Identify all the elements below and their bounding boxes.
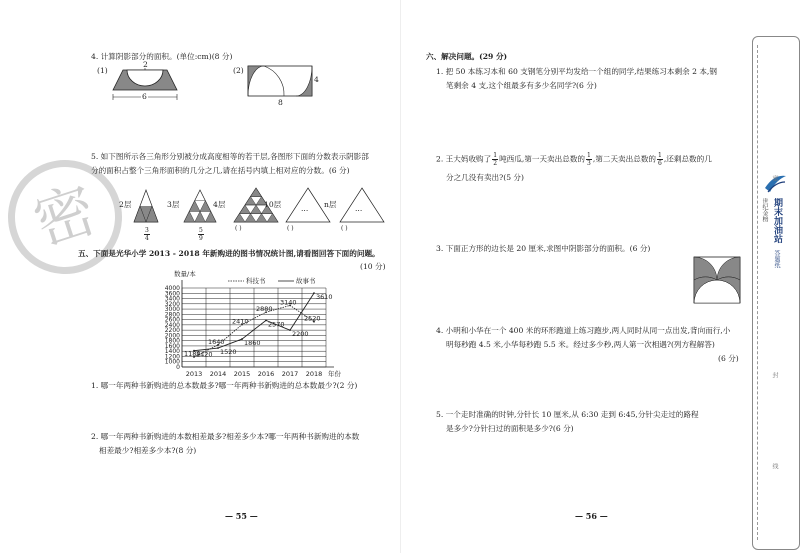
r-q2-line2: 分之几没有卖出?(5 分) — [446, 173, 524, 182]
y-tick-label: 2800 — [164, 311, 180, 319]
x-tick-label: 2014 — [209, 370, 227, 378]
r-q4-line2: 明每秒跑 4.5 米,小华每秒跑 5.5 米。经过多少秒,两人第一次相遇?(列方程解答) — [446, 340, 715, 349]
x-tick-label: 2013 — [185, 370, 203, 378]
y-tick-label: 3000 — [164, 306, 180, 314]
layer-label-4: 4层 — [213, 200, 226, 209]
sidebar-mark-3: 线 — [771, 463, 778, 469]
section5-title: 五、下面是光华小学 2013 - 2018 年新购进的图书情况统计图,请看图回答下面的问题。 — [78, 249, 380, 258]
q5-line2: 分的面积占整个三角形面积的几分之几,请在括号内填上相对应的分数。(6 分) — [91, 166, 350, 175]
q4-figure-2 — [244, 62, 324, 104]
sidebar-title: 期末加油站 — [772, 198, 782, 243]
triangle-2-layers — [134, 190, 158, 222]
y-axis-title: 数量/本 — [174, 270, 196, 278]
y-tick-label: 3400 — [164, 295, 180, 303]
section5-points: (10 分) — [360, 262, 386, 271]
y-tick-label: 4000 — [164, 285, 180, 292]
q4-title: 4. 计算阴影部分的面积。(单位:cm)(8 分) — [91, 52, 233, 61]
q4-dim-bottom: 6 — [142, 92, 147, 101]
sidebar-subtitle: 答题纸 — [773, 250, 780, 268]
data-point — [313, 292, 315, 294]
q5-line1: 5. 如下图所示各三角形分别被分成高度相等的若干层,各图形下面的分数表示阴影部 — [91, 152, 369, 161]
data-label: 1180 — [184, 349, 201, 358]
data-label: 2880 — [256, 305, 273, 314]
y-tick-label: 1400 — [164, 348, 180, 356]
data-point — [241, 338, 243, 340]
q1-text: 1. 哪一年两种书新购进的总本数最多?哪一年两种书新购进的总本数最少?(2 分) — [91, 381, 358, 390]
seal-watermark: 密 — [0, 145, 137, 289]
sidebar-brand: 世纪金榜 — [761, 198, 768, 222]
y-tick-label: 2000 — [164, 332, 180, 340]
page-number-56: — 56 — — [575, 511, 608, 521]
x-tick-label: 2018 — [305, 370, 323, 378]
blank-n-layers[interactable]: ( ) — [341, 225, 348, 232]
triangle-3-layers — [184, 190, 216, 222]
dots-n: ... — [355, 204, 363, 213]
q4-dim-right: 4 — [314, 75, 319, 84]
data-label: 1520 — [220, 348, 237, 357]
data-point — [265, 319, 267, 321]
section6-title: 六、解决问题。(29 分) — [426, 52, 508, 61]
r-q3-square-figure — [693, 256, 741, 304]
brand-logo-icon — [762, 170, 788, 196]
blank-4-layers[interactable]: ( ) — [235, 225, 242, 232]
x-tick-label: 2016 — [257, 370, 275, 378]
data-label: 2570 — [268, 320, 285, 329]
page-fold — [400, 0, 401, 553]
r-q5-line2: 是多少?分针扫过的面积是多少?(6 分) — [446, 424, 574, 433]
y-tick-label: 1000 — [164, 358, 180, 366]
page-number-55: — 55 — — [225, 511, 258, 521]
y-tick-label: 2600 — [164, 316, 180, 324]
q2-text-line2: 相差最少?相差多少本?(8 分) — [99, 446, 197, 455]
layer-label-2: 2层 — [119, 200, 132, 209]
blank-10-layers[interactable]: ( ) — [287, 225, 294, 232]
y-tick-label: 1600 — [164, 342, 180, 350]
dots-10: ... — [301, 204, 309, 213]
r-q1-line2: 笔剩余 4 支,这个组最多有多少名同学?(6 分) — [446, 81, 597, 90]
y-tick-label: 1800 — [164, 337, 180, 345]
r-q5-line1: 5. 一个走时准确的时钟,分针长 10 厘米,从 6:30 走到 6:45,分针尖走过的路程 — [436, 410, 699, 419]
r-q4-line1: 4. 小明和小华在一个 400 米的环形跑道上练习跑步,两人同时从同一点出发,背向而行,小 — [436, 326, 731, 335]
q4-part1-label: (1) — [97, 66, 108, 75]
book-purchase-chart — [148, 264, 363, 380]
data-label: 3610 — [316, 293, 333, 302]
legend-label-gushi: 故事书 — [296, 277, 316, 285]
answer-sidebar — [752, 36, 800, 550]
data-label: 3140 — [280, 298, 297, 307]
sidebar-mark-1: 密 — [771, 175, 778, 181]
layer-label-10: 10层 — [264, 200, 282, 209]
x-tick-label: 2017 — [281, 370, 299, 378]
y-tick-label: 1200 — [164, 353, 180, 361]
data-label: 1420 — [196, 350, 213, 359]
sidebar-mark-2: 封 — [771, 372, 778, 378]
layer-label-n: n层 — [324, 200, 337, 209]
legend-label-keji: 科技书 — [246, 277, 266, 285]
data-label: 1640 — [208, 337, 225, 346]
data-label: 2520 — [304, 314, 321, 323]
q2-text-line1: 2. 哪一年两种书新购进的本数相差最多?相差多少本?哪一年两种书新购进的本数 — [91, 432, 360, 441]
y-tick-label: 2200 — [164, 327, 180, 335]
x-axis-title: 年份 — [328, 370, 341, 378]
r-q4-points: (6 分) — [718, 354, 739, 363]
sidebar-dashed-line — [757, 45, 758, 540]
data-label: 1860 — [244, 339, 261, 348]
q4-dim-top: 2 — [143, 60, 148, 69]
q4-part2-label: (2) — [233, 66, 244, 75]
q4-dim-bottom2: 8 — [278, 98, 283, 107]
data-point — [289, 329, 291, 331]
y-tick-label: 2400 — [164, 321, 180, 329]
fraction-3-4: $\frac{3}{4}$ — [145, 227, 149, 242]
r-q3-text: 3. 下面正方形的边长是 20 厘米,求图中阴影部分的面积。(6 分) — [436, 244, 651, 253]
data-label: 2200 — [292, 330, 309, 339]
y-tick-label: 0 — [176, 364, 180, 371]
x-tick-label: 2015 — [233, 370, 251, 378]
q4-figure-1 — [105, 60, 195, 106]
data-point — [217, 347, 219, 349]
q5-triangles — [90, 185, 395, 227]
y-tick-label: 3200 — [164, 300, 180, 308]
y-tick-label: 3600 — [164, 290, 180, 298]
r-q2-line1: 2. 王大妈收购了 $\frac{1}{2}$ 吨西瓜,第一天卖出总数的 $\frac{1}{3}$ ,第二天卖出总数的 $\frac{1}{6}$ ,还剩总数的几 — [436, 152, 712, 167]
fraction-5-9: $\frac{5}{9}$ — [199, 227, 203, 242]
data-label: 2410 — [232, 317, 249, 326]
layer-label-3: 3层 — [167, 200, 180, 209]
r-q1-line1: 1. 把 50 本练习本和 60 支钢笔分别平均发给一个组的同学,结果练习本剩余 2 本,钢 — [436, 67, 717, 76]
